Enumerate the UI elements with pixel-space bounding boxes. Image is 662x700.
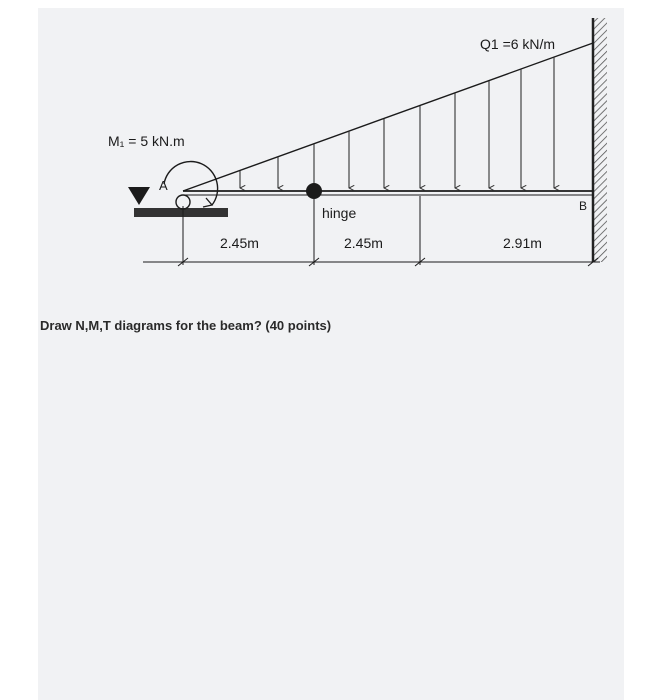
beam [183, 191, 593, 195]
question-text: Draw N,M,T diagrams for the beam? (40 points) [40, 318, 332, 333]
span-label-1: 2.45m [220, 235, 259, 251]
applied-moment-arrow [164, 162, 218, 207]
support-b-label: B [579, 199, 588, 213]
fixed-wall-support [593, 18, 607, 262]
span-label-3: 2.91m [503, 235, 542, 251]
support-a-label: A [159, 178, 168, 193]
hinge-marker [306, 183, 322, 199]
triangular-load-outline [183, 43, 593, 191]
load-label: Q1 =6 kN/m [480, 36, 556, 52]
moment-label: M₁ = 5 kN.m [108, 133, 185, 149]
dimension-lines [143, 196, 600, 266]
load-arrows [240, 57, 554, 188]
span-label-2: 2.45m [344, 235, 383, 251]
hinge-label: hinge [322, 205, 357, 221]
